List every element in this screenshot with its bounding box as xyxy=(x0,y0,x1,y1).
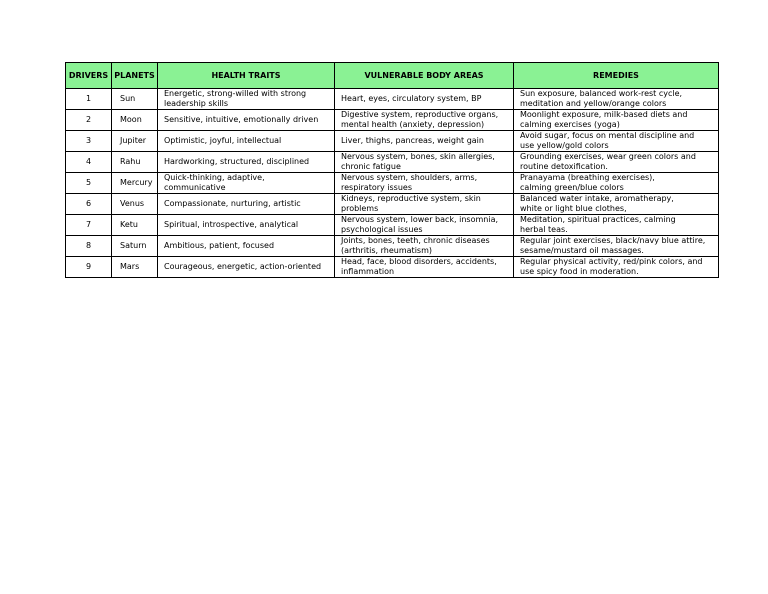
cell-text-line: Grounding exercises, wear green colors and xyxy=(520,152,696,161)
cell-health-traits xyxy=(158,131,335,152)
cell-planet: Jupiter xyxy=(112,131,158,152)
header-remedies: REMEDIES xyxy=(514,63,719,89)
table-header-row xyxy=(66,63,719,89)
cell-text-line: routine detoxification. xyxy=(520,162,608,171)
cell-text-line: Quick-thinking, adaptive, communicative xyxy=(164,173,265,192)
cell-remedies xyxy=(514,173,719,194)
cell-remedies xyxy=(514,194,719,215)
cell-driver: 8 xyxy=(66,236,112,257)
cell-planet: Moon xyxy=(112,110,158,131)
cell-text-line: Nervous system, bones, skin allergies, xyxy=(341,152,495,161)
table-row xyxy=(66,110,719,131)
cell-driver: 3 xyxy=(66,131,112,152)
cell-text-line: Hardworking, structured, disciplined xyxy=(164,157,310,166)
cell-text-line: Regular physical activity, red/pink colors, and xyxy=(520,257,703,266)
cell-vulnerable-body-areas xyxy=(335,152,514,173)
table-row xyxy=(66,173,719,194)
cell-driver: 6 xyxy=(66,194,112,215)
cell-text-line: Digestive system, reproductive organs, xyxy=(341,110,499,119)
header-drivers: DRIVERS xyxy=(66,63,112,89)
cell-planet: Venus xyxy=(112,194,158,215)
cell-text-line: mental health (anxiety, depression) xyxy=(341,120,485,129)
cell-planet: Mars xyxy=(112,257,158,278)
cell-vulnerable-body-areas xyxy=(335,173,514,194)
cell-text-line: Pranayama (breathing exercises), xyxy=(520,173,655,182)
cell-health-traits xyxy=(158,194,335,215)
table-row xyxy=(66,89,719,110)
cell-text-line: Courageous, energetic, action-oriented xyxy=(164,262,322,271)
cell-planet: Mercury xyxy=(112,173,158,194)
cell-text-line: Balanced water intake, aromatherapy, xyxy=(520,194,674,203)
cell-driver: 4 xyxy=(66,152,112,173)
cell-remedies xyxy=(514,215,719,236)
cell-planet: Ketu xyxy=(112,215,158,236)
cell-planet: Rahu xyxy=(112,152,158,173)
cell-remedies xyxy=(514,152,719,173)
cell-text-line: white or light blue clothes, xyxy=(520,204,627,213)
cell-text-line: leadership skills xyxy=(164,99,229,108)
cell-text-line: Nervous system, shoulders, arms, xyxy=(341,173,478,182)
cell-text-line: herbal teas. xyxy=(520,225,568,234)
cell-text-line: respiratory issues xyxy=(341,183,413,192)
cell-text-line: Sensitive, intuitive, emotionally driven xyxy=(164,115,319,124)
cell-remedies xyxy=(514,236,719,257)
cell-text-line: calming exercises (yoga) xyxy=(520,120,620,129)
cell-health-traits xyxy=(158,152,335,173)
cell-vulnerable-body-areas xyxy=(335,215,514,236)
cell-text-line: Compassionate, nurturing, artistic xyxy=(164,199,301,208)
health-table-container xyxy=(65,62,718,278)
header-planets: PLANETS xyxy=(112,63,158,89)
cell-text-line: problems xyxy=(341,204,379,213)
cell-driver: 9 xyxy=(66,257,112,278)
table-body xyxy=(66,89,719,278)
cell-planet: Saturn xyxy=(112,236,158,257)
cell-text-line: Kidneys, reproductive system, skin xyxy=(341,194,481,203)
cell-vulnerable-body-areas xyxy=(335,131,514,152)
cell-text-line: psychological issues xyxy=(341,225,423,234)
table-row xyxy=(66,194,719,215)
cell-text-line: Heart, eyes, circulatory system, BP xyxy=(341,94,482,103)
cell-vulnerable-body-areas xyxy=(335,236,514,257)
cell-text-line: Joints, bones, teeth, chronic diseases xyxy=(341,236,490,245)
cell-text-line: inflammation xyxy=(341,267,395,276)
cell-text-line: Meditation, spiritual practices, calming xyxy=(520,215,676,224)
header-health-traits: HEALTH TRAITS xyxy=(158,63,335,89)
cell-text-line: Sun exposure, balanced work-rest cycle, xyxy=(520,89,683,98)
table-row xyxy=(66,215,719,236)
cell-text-line: use spicy food in moderation. xyxy=(520,267,639,276)
table-row xyxy=(66,236,719,257)
table-row xyxy=(66,257,719,278)
cell-vulnerable-body-areas xyxy=(335,194,514,215)
cell-text-line: Spiritual, introspective, analytical xyxy=(164,220,299,229)
cell-text-line: Optimistic, joyful, intellectual xyxy=(164,136,282,145)
cell-text-line: Nervous system, lower back, insomnia, xyxy=(341,215,499,224)
cell-text-line: use yellow/gold colors xyxy=(520,141,609,150)
cell-health-traits xyxy=(158,89,335,110)
cell-health-traits xyxy=(158,257,335,278)
header-vulnerable-body-areas: VULNERABLE BODY AREAS xyxy=(335,63,514,89)
cell-vulnerable-body-areas xyxy=(335,257,514,278)
cell-health-traits xyxy=(158,110,335,131)
cell-remedies xyxy=(514,89,719,110)
health-traits-table xyxy=(65,62,719,278)
cell-vulnerable-body-areas xyxy=(335,89,514,110)
cell-health-traits xyxy=(158,215,335,236)
cell-health-traits xyxy=(158,173,335,194)
cell-driver: 5 xyxy=(66,173,112,194)
cell-remedies xyxy=(514,131,719,152)
cell-text-line: chronic fatigue xyxy=(341,162,401,171)
cell-remedies xyxy=(514,257,719,278)
cell-text-line: calming green/blue colors xyxy=(520,183,624,192)
cell-text-line: meditation and yellow/orange colors xyxy=(520,99,667,108)
cell-health-traits xyxy=(158,236,335,257)
table-row xyxy=(66,131,719,152)
cell-vulnerable-body-areas xyxy=(335,110,514,131)
cell-driver: 7 xyxy=(66,215,112,236)
cell-text-line: Regular joint exercises, black/navy blue attire, xyxy=(520,236,706,245)
cell-text-line: Ambitious, patient, focused xyxy=(164,241,275,250)
cell-planet: Sun xyxy=(112,89,158,110)
cell-driver: 1 xyxy=(66,89,112,110)
cell-text-line: Moonlight exposure, milk-based diets and xyxy=(520,110,688,119)
cell-remedies xyxy=(514,110,719,131)
cell-driver: 2 xyxy=(66,110,112,131)
table-row xyxy=(66,152,719,173)
cell-text-line: (arthritis, rheumatism) xyxy=(341,246,432,255)
cell-text-line: Liver, thighs, pancreas, weight gain xyxy=(341,136,484,145)
cell-text-line: Head, face, blood disorders, accidents, xyxy=(341,257,497,266)
cell-text-line: Energetic, strong-willed with strong xyxy=(164,89,307,98)
cell-text-line: Avoid sugar, focus on mental discipline and xyxy=(520,131,695,140)
cell-text-line: sesame/mustard oil massages. xyxy=(520,246,644,255)
